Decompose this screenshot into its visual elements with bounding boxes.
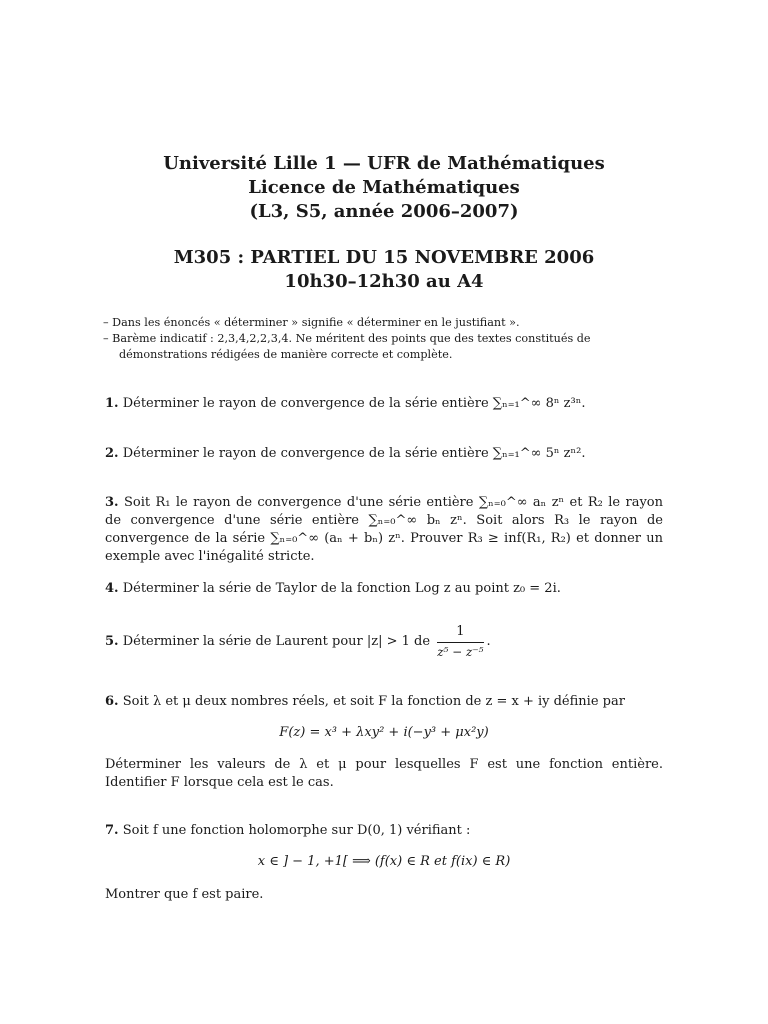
instruction-item: – Barème indicatif : 2,3,4,2,2,3,4. Ne méritent des points que des textes constitués de démonstrations rédigées de manière correcte et complète. [103, 332, 591, 361]
exercise-1 [105, 395, 663, 413]
exercise-text: Soit λ et μ deux nombres réels, et soit F la fonction de z = x + iy définie par [122, 694, 625, 709]
instruction-item: – Dans les énoncés « déterminer » signifie « déterminer en le justifiant ». [103, 316, 520, 329]
exercise-6-formula: F(z) = x³ + λxy² + i(−y³ + μx²y) [279, 725, 489, 740]
exercise-7-question: Montrer que f est paire. [105, 887, 264, 902]
exam-title: M305 : PARTIEL DU 15 NOVEMBRE 2006 [173, 247, 595, 268]
header-line-licence: Licence de Mathématiques [248, 177, 520, 198]
fraction-numerator: 1 [437, 624, 483, 643]
exercise-4 [105, 580, 663, 598]
exercise-7 [105, 822, 663, 840]
exercise-number: 3. [105, 495, 119, 510]
exercise-text-end: . [486, 634, 491, 649]
exercise-number: 7. [105, 823, 119, 838]
instructions [103, 315, 665, 363]
exercise-text: Soit f une fonction holomorphe sur D(0, 1) vérifiant : [122, 823, 471, 838]
exam-time-room: 10h30–12h30 au A4 [284, 271, 484, 292]
exercise-number: 5. [105, 634, 119, 649]
header-line-year: (L3, S5, année 2006–2007) [249, 201, 519, 222]
exercise-number: 2. [105, 446, 119, 461]
exercise-number: 4. [105, 581, 119, 596]
header-exam [0, 246, 768, 294]
header-institution [0, 152, 768, 224]
exercise-number: 6. [105, 694, 119, 709]
exercise-2 [105, 445, 663, 463]
exercise-text: Déterminer la série de Taylor de la fonction Log z au point z₀ = 2i. [122, 581, 561, 596]
exercise-5 [105, 624, 663, 659]
exercise-7-formula: x ∈ ] − 1, +1[ ⟹ (f(x) ∈ R et f(ix) ∈ R) [257, 854, 511, 869]
fraction-denominator: z⁵ − z⁻⁵ [437, 645, 484, 659]
exercise-text: Déterminer le rayon de convergence de la série entière ∑ₙ₌₁^∞ 8ⁿ z³ⁿ. [122, 396, 586, 411]
header-line-university: Université Lille 1 — UFR de Mathématiques [163, 153, 605, 174]
fraction [437, 624, 483, 659]
exercise-6 [105, 693, 663, 711]
exercise-number: 1. [105, 396, 119, 411]
exercise-text: Déterminer le rayon de convergence de la série entière ∑ₙ₌₁^∞ 5ⁿ zⁿ². [122, 446, 586, 461]
exercise-3 [105, 494, 663, 566]
exercise-6-question: Déterminer les valeurs de λ et μ pour lesquelles F est une fonction entière. Identifier F lorsque cela est le cas. [105, 757, 663, 790]
exercise-text: Déterminer la série de Laurent pour |z| > 1 de [122, 634, 431, 649]
exercise-text: Soit R₁ le rayon de convergence d'une série entière ∑ₙ₌₀^∞ aₙ zⁿ et R₂ le rayon de convergence d'une série entière ∑ₙ₌₀^∞ bₙ zⁿ. Soit alors R₃ le rayon de convergence de la série ∑ₙ₌₀^∞ (aₙ + bₙ) zⁿ. Prouver R₃ ≥ inf(R₁, R₂) et donner un exemple avec l'inégalité stricte. [105, 495, 663, 564]
